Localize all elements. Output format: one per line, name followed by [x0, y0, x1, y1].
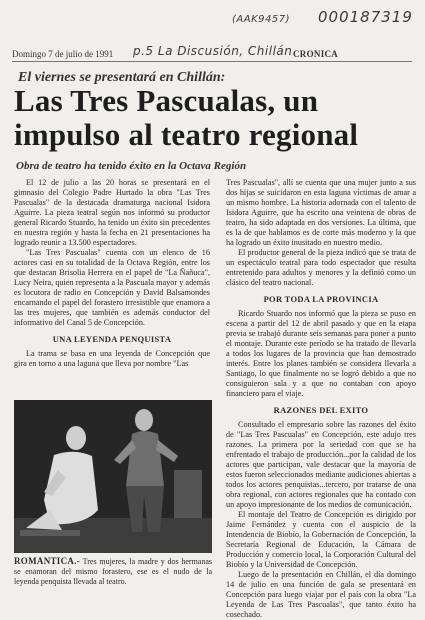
body-paragraph: El montaje del Teatro de Concepción es dirigido por Jaime Fernández y cuenta con el auspicio de la Intendencia de Biobío, la Gobernación de Concepción, la Secretaría Regional de Educación, la Cámara de Producción y comercio local, la Corporación Cultural del Biobío y la Universidad de Concepción. [226, 510, 416, 569]
dateline [12, 49, 412, 59]
body-paragraph: Consultado el empresario sobre las razones del éxito de "Las Tres Pascualas" en Concepción, este adujo tres razones. La primera por la seriedad con que se ha enfrentado el trabajo de producción...por la calidad de los actores que participan, vale destacar que la mayoría de estos fueron seleccionados mediante audiciones abiertas a todos los actores penquistas...tercero, por tratarse de una obra regional, con actores regionales que ha contado con un apoyo impresionante de los medios de comunicación. [226, 420, 416, 509]
section-name: CRONICA [293, 49, 339, 59]
caption-label: ROMANTICA.- [14, 556, 81, 566]
body-paragraph: Ricardo Stuardo nos informó que la pieza se puso en escena a partir del 12 de abril pasado y que en la etapa previa se trabajó durante seis semanas para poner a punto el montaje. Durante este período se ha tratado de llevarla a todos los lugares de la provincia que han demostrado interés. Entre los planes también se considera llevarla a Santiago, lo que finalmente no se logró debido a que no consiguieron sala y a que no contaban con apoyo financiero para el viaje. [226, 309, 416, 398]
body-paragraph: "Las Tres Pascualas" cuenta con un elenco de 16 actores casi en su totalidad de la Octava Región, entre los que destacan Brisolia Herrera en el papel de "La Ñañuca", Lucy Neira, quien representa a la Pascuala mayor y además es locutora de radio en Concepción y David Balsamondes encarnando el papel del forastero irresistible que enamora a las tres mujeres, que también es además conductor del informativo del Canal 5 de Concepción. [14, 248, 210, 327]
caption-text: Tres mujeres, la madre y dos hermanas se enamoran del mismo forastero, ese es el nudo de la leyenda penquista llevada al teatro. [14, 557, 212, 586]
body-paragraph: El 12 de julio a las 20 horas se presentará en el gimnasio del Colegio Padre Hurtado la obra "Las Tres Pascualas" de la destacada dramaturga nacional Isidora Aguirre. La pieza teatral según nos informó su productor general Ricardo Stuardo, ha tenido un éxito sin precedentes en nuestra región y hasta la fecha en 21 presentaciones ha logrado reunir a 13.500 espectadores. [14, 178, 210, 247]
stage-photo [14, 400, 212, 553]
header-rule [12, 61, 412, 62]
photo-caption [14, 556, 212, 587]
body-paragraph: El productor general de la pieza indicó que se trata de un espectáculo teatral para todo espectador que resulta entretenido para adultos y menores y la definió como un clásico del teatro nacional. [226, 248, 416, 287]
subhead: Obra de teatro ha tenido éxito en la Octava Región [16, 160, 247, 172]
left-column [14, 178, 210, 369]
body-paragraph: Tres Pascualas", allí se cuenta que una mujer junto a sus dos hijas se suicidaron en esta laguna víctimas de amar a un mismo hombre. La historia adornada con el talento de Isidora Aguirre, que ha escrito una veintena de obras de teatro, ha sido adaptada en dos versiones. La última, que es la de que hablamos es de corte más moderno y la que ha logrado un éxito inusitado en nuestro medio. [226, 178, 416, 247]
publication-date: Domingo 7 de julio de 1991 [12, 49, 114, 59]
handwritten-record-number: 000187319 [318, 8, 413, 26]
handwritten-source-note: p.5 La Discusión, Chillán [133, 44, 293, 58]
body-paragraph: Luego de la presentación en Chillán, el día domingo 14 de julio en una función de gala se presentará en Concepción para luego viajar por el país con la obra "La Leyenda de Las Tres Pascualas", que tanto éxito ha cosechado. [226, 570, 416, 619]
right-column [226, 178, 416, 620]
handwritten-catalog-code: (AAK9457) [232, 14, 290, 25]
stage-photo-image [14, 400, 212, 553]
crosshead-exito: RAZONES DEL EXITO [273, 405, 369, 415]
body-paragraph: La trama se basa en una leyenda de Concepción que gira en torno a una laguna que lleva por nombre "Las [14, 349, 210, 368]
crosshead-leyenda: UNA LEYENDA PENQUISTA [52, 334, 172, 344]
headline: Las Tres Pascualas, un impulso al teatro regional [14, 83, 359, 152]
crosshead-provincia: POR TODA LA PROVINCIA [263, 294, 379, 304]
kicker: El viernes se presentará en Chillán: [18, 70, 226, 85]
